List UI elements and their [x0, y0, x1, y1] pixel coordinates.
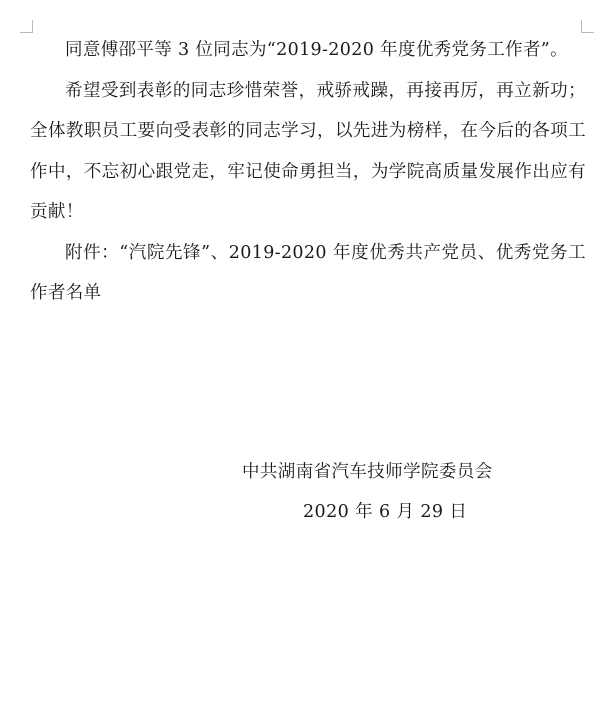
paragraph-attachment: 附件：“汽院先锋”、2019-2020 年度优秀共产党员、优秀党务工作者名单	[30, 242, 586, 303]
signature-organization: 中共湖南省汽车技师学院委员会	[242, 462, 493, 482]
signature-date: 2020 年 6 月 29 日	[303, 502, 468, 522]
paragraph-encouragement: 希望受到表彰的同志珍惜荣誉，戒骄戒躁，再接再厉，再立新功；全体教职员工要向受表彰的同志学习，以先进为榜样，在今后的各项工作中，不忘初心跟党走，牢记使命勇担当，为学院高质量发展作出应有贡献！	[30, 80, 586, 222]
document-body	[30, 30, 586, 314]
paragraph-approval: 同意傅邵平等 3 位同志为“2019-2020 年度优秀党务工作者”。	[65, 40, 568, 60]
